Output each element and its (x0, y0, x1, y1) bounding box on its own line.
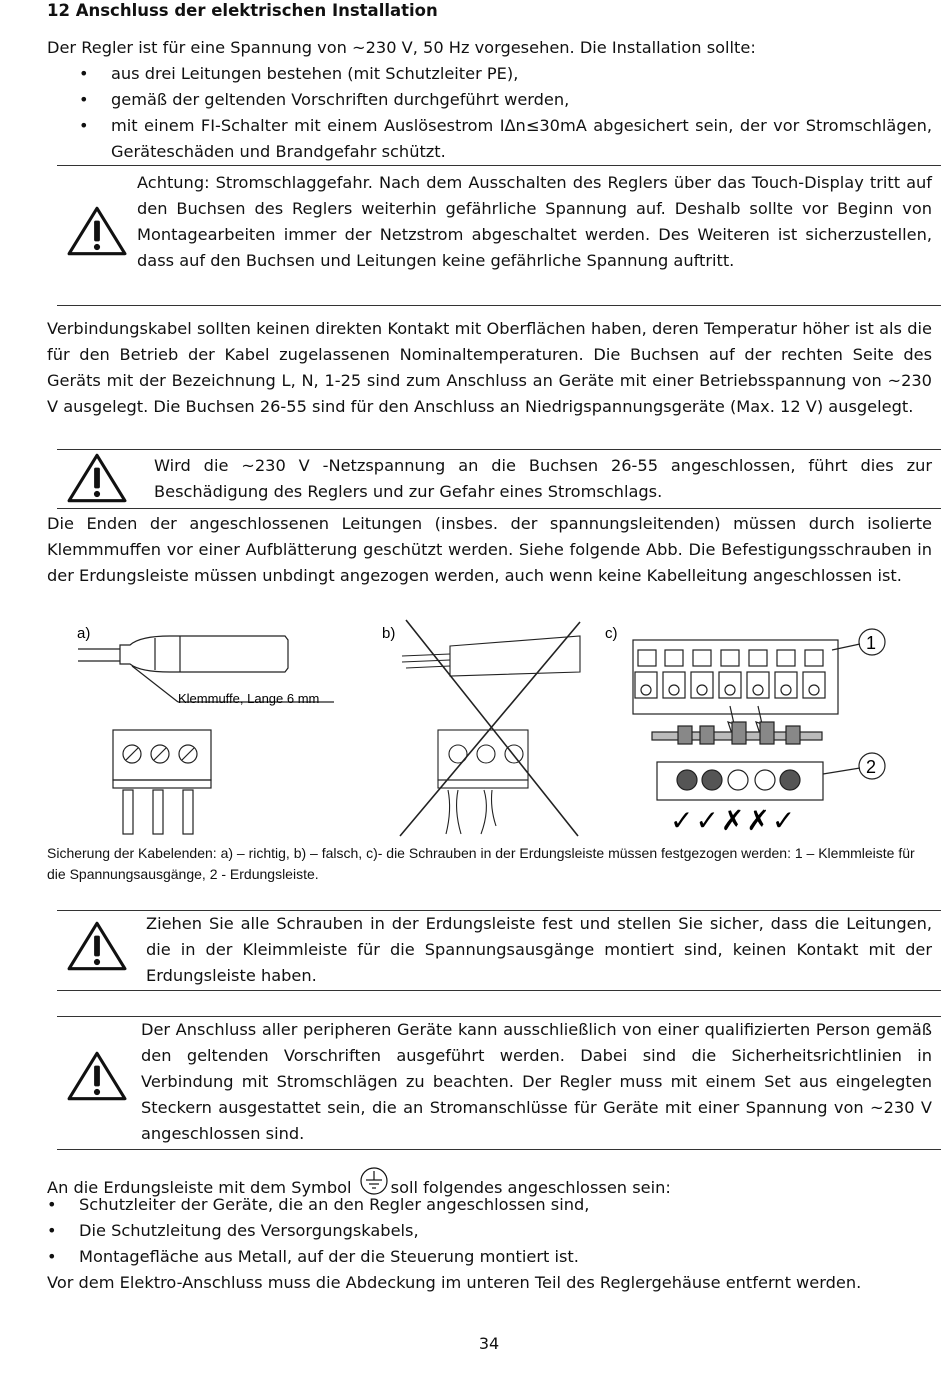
warning-triangle-icon (66, 920, 128, 972)
callout-2: 2 (866, 757, 877, 777)
list-item: • gemäß der geltenden Vorschriften durchgeführt werden, (79, 90, 570, 109)
cable-ends-figure (60, 614, 900, 842)
sleeve-label: Klemmuffe, Lange 6 mm (178, 691, 320, 706)
cover-paragraph: Vor dem Elektro-Anschluss muss die Abdeckung im unteren Teil des Reglergehäuse entfernt werden. (47, 1273, 862, 1292)
terminal-strip-illustration (633, 629, 885, 800)
install-requirements-list (47, 61, 932, 165)
figure-label-b: b) (382, 625, 396, 642)
frayed-wire-illustration (400, 620, 580, 836)
list-item: • Die Schutzleitung des Versorgungskabels, (47, 1221, 419, 1240)
section-heading: 12 Anschluss der elektrischen Installation (47, 1, 438, 20)
figure-label-a: a) (77, 625, 91, 642)
intro-paragraph: Der Regler ist für eine Spannung von ~230 V, 50 Hz vorgesehen. Die Installation sollte: (47, 38, 756, 57)
divider (57, 449, 941, 450)
cable-ends-paragraph: Die Enden der angeschlossenen Leitungen (insbes. der spannungsleitenden) müssen durch isolierte Klemmmuffen vor einer Aufblätterung geschützt werden. Siehe folgende Abb. Die Befestigungsschrauben in der Erdungsleiste müssen unbdingt angezogen werden, auch wenn keine Kabelleitung angeschlossen ist. (47, 514, 932, 585)
page-number: 34 (478, 1334, 500, 1353)
figure-caption: Sicherung der Kabelenden: a) – richtig, b) – falsch, c)- die Schrauben in der Erdungsleiste müssen festgezogen werden: 1 – Klemmleiste für die Spannungsausgänge, 2 - Erdungsleiste. (47, 845, 915, 882)
ground-connections-list (47, 1192, 932, 1270)
warning-triangle-icon (66, 452, 128, 504)
list-item: • aus drei Leitungen bestehen (mit Schutzleiter PE), (79, 64, 519, 83)
ground-intro: An die Erdungsleiste mit dem Symbol soll folgendes angeschlossen sein: (47, 1167, 932, 1201)
list-item: • mit einem FI-Schalter mit einem Auslösestrom IΔn≤30mA abgesichert sein, der vor Stromschlägen, Geräteschäden und Brandgefahr schützt. (79, 116, 932, 161)
check-marks: ✓✓✗✗✓ (670, 804, 798, 837)
warning-qualified-person: Der Anschluss aller peripheren Geräte kann ausschließlich von einer qualifizierten Person gemäß den geltenden Vorschriften ausgeführt werden. Dabei sind die Sicherheitsrichtlinien in Verbindung mit Stromschlägen zu beachten. Der Regler muss mit einem Set aus eingelegten Steckern ausgestattet sein, die an Stromanschlüsse für Geräte mit einer Spannung von ~230 V angeschlossen sind. (141, 1020, 932, 1143)
warning-triangle-icon (66, 1050, 128, 1102)
warning-low-voltage-sockets: Wird die ~230 V -Netzspannung an die Buchsen 26-55 angeschlossen, führt dies zur Beschädigung des Reglers und zur Gefahr eines Stromschlags. (154, 456, 932, 501)
list-item: • Montagefläche aus Metall, auf der die Steuerung montiert ist. (47, 1247, 579, 1266)
warning-ground-bar-screws: Ziehen Sie alle Schrauben in der Erdungsleiste fest und stellen Sie sicher, dass die Leitungen, die in der Kleimmleiste für die Spannungsausgänge montiert sind, keinen Kontakt mit der Erdungsleiste haben. (146, 914, 932, 985)
cables-paragraph: Verbindungskabel sollten keinen direkten Kontakt mit Oberflächen haben, deren Temperatur höher ist als die für den Betrieb der Kabel zugelassenen Nominaltemperaturen. Die Buchsen auf der rechten Seite des Geräts mit der Bezeichnung L, N, 1-25 sind zum Anschluss an Geräte mit einer Betriebsspannung von ~230 V ausgelegt. Die Buchsen 26-55 sind für den Anschluss an Niedrigspannungsgeräte (Max. 12 V) ausgelegt. (47, 319, 932, 416)
divider (57, 1149, 941, 1150)
divider (57, 305, 941, 306)
list-item: • Schutzleiter der Geräte, die an den Regler angeschlossen sind, (47, 1195, 590, 1214)
divider (57, 990, 941, 991)
warning-triangle-icon (66, 205, 128, 257)
terminal-block-a (113, 730, 211, 834)
divider (57, 508, 941, 509)
divider (57, 165, 941, 166)
warning-electric-shock: Achtung: Stromschlaggefahr. Nach dem Ausschalten des Reglers über das Touch-Display tritt auf den Buchsen des Reglers weiterhin gefährliche Spannung auf. Deshalb sollte vor Beginn von Montagearbeiten immer der Netzstrom abgeschaltet werden. Des Weiteren ist sicherzustellen, dass auf den Buchsen und Leitungen keine gefährliche Spannung auftritt. (137, 173, 932, 270)
callout-1: 1 (866, 633, 877, 653)
figure-label-c: c) (605, 625, 618, 642)
